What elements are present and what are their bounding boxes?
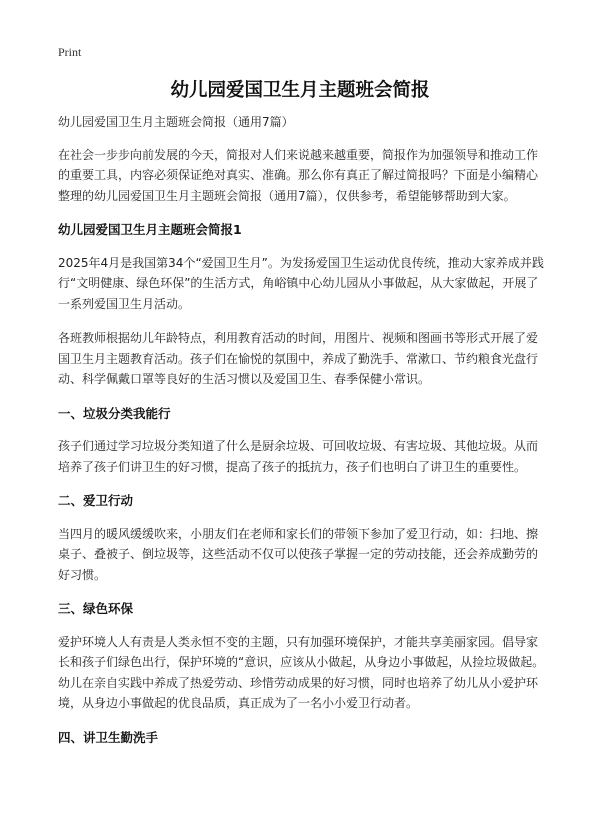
paragraph: 爱护环境人人有责是人类永恒不变的主题，只有加强环境保护，才能共享美丽家园。倡导家长和孩子们绿色出行，保护环境的“意识，应该从小做起，从身边小事做起，从捡垃圾做起。幼儿在亲自实践中养成了热爱劳动、珍惜劳动成果的好习惯，同时也培养了幼儿从小爱护环境，从身边小事做起的优良品质，真正成为了一名小小爱卫行动者。 (58, 634, 545, 710)
print-link[interactable]: Print (58, 45, 82, 59)
section-heading: 幼儿园爱国卫生月主题班会简报1 (58, 222, 242, 237)
intro-paragraph: 在社会一步步向前发展的今天，简报对人们来说越来越重要，简报作为加强领导和推动工作的重要工具，内容必须保证绝对真实、准确。那么你有真正了解过简报吗？下面是小编精心整理的幼儿园爱国卫生月主题班会简报（通用7篇），仅供参考，希望能够帮助到大家。 (58, 147, 539, 203)
article-body (58, 112, 548, 760)
subsection-heading: 一、垃圾分类我能行 (58, 405, 171, 421)
subsection-heading: 四、讲卫生勤洗手 (58, 729, 159, 745)
paragraph: 2025年4月是我国第34个“爱国卫生月”。为发扬爱国卫生运动优良传统，推动大家养成并践行“文明健康、绿色环保”的生活方式，角峪镇中心幼儿园从小事做起，从大家做起，开展了一系列爱国卫生月活动。 (58, 255, 544, 311)
page-title: 幼儿园爱国卫生月主题班会简报 (170, 80, 430, 101)
paragraph: 孩子们通过学习垃圾分类知道了什么是厨余垃圾、可回收垃圾、有害垃圾、其他垃圾。从而培养了孩子们讲卫生的好习惯，提高了孩子的抵抗力，孩子们也明白了讲卫生的重要性。 (58, 439, 539, 474)
paragraph: 各班教师根据幼儿年龄特点，利用教育活动的时间，用图片、视频和图画书等形式开展了爱国卫生月主题教育活动。孩子们在愉悦的氛围中，养成了勤洗手、常漱口、节约粮食光盘行动、科学佩戴口罩等良好的生活习惯以及爱国卫生、春季保健小常识。 (58, 331, 539, 386)
paragraph: 当四月的暖风缓缓吹来，小朋友们在老师和家长们的带领下参加了爱卫行动，如：扫地、擦桌子、叠被子、倒垃圾等，这些活动不仅可以使孩子掌握一定的劳动技能，还会养成勤劳的好习惯。 (58, 526, 539, 582)
article-subtitle: 幼儿园爱国卫生月主题班会简报（通用7篇） (58, 115, 294, 129)
subsection-heading: 三、绿色环保 (58, 601, 134, 616)
subsection-heading: 二、爱卫行动 (58, 493, 134, 508)
